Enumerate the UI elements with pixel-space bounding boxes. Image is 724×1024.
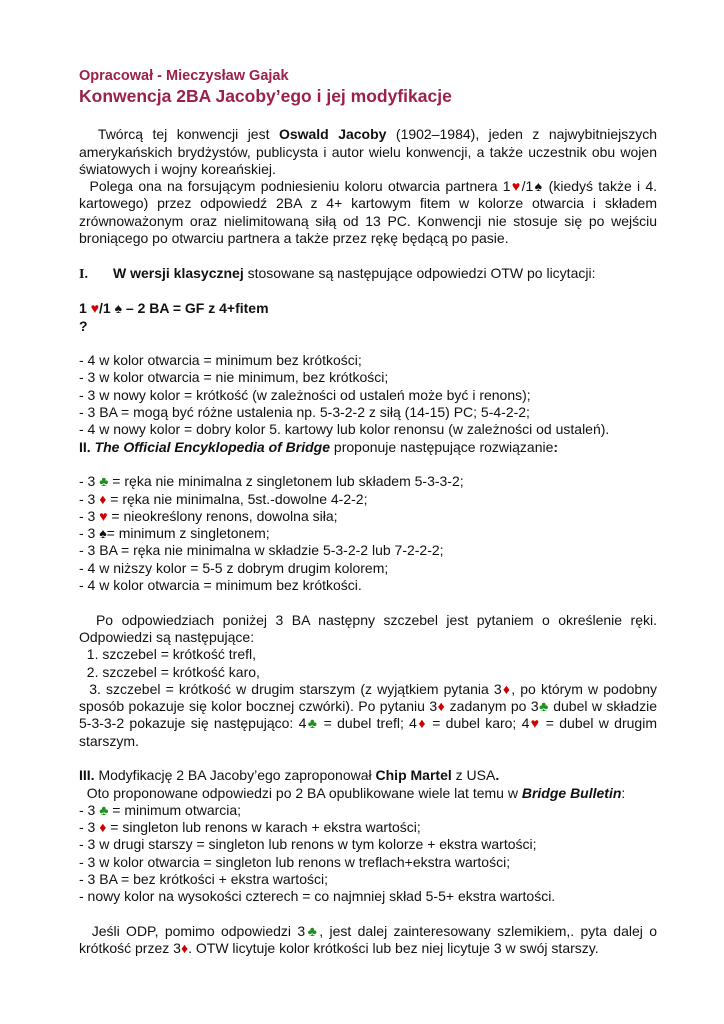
paragraph-text: . OTW licytuje kolor krótkości lub bez niej licytuje 3 w swój starszy. — [188, 940, 599, 957]
period: . — [495, 767, 500, 784]
section-3-intro — [79, 785, 657, 802]
list-item-text: , po którym w podobny sposób pokazuje się kolor bocznej czwórki). Po pytaniu 3 — [79, 680, 657, 715]
intro-text: /1 — [521, 178, 534, 195]
section-2-heading — [79, 439, 657, 456]
diamond-suit-symbol: ♦ — [437, 698, 446, 715]
list-item-text: - 3 — [79, 819, 100, 836]
list-item-text: = nieokreślony renons, dowolna siła; — [107, 507, 338, 524]
club-suit-symbol: ♣ — [305, 922, 320, 939]
list-item-text: = singleton lub renons w karach + ekstra wartości; — [106, 819, 421, 836]
list-item — [79, 508, 657, 525]
list-item — [79, 836, 657, 853]
list-item — [79, 802, 657, 819]
diamond-suit-symbol: ♦ — [501, 680, 512, 697]
diamond-suit-symbol: ♦ — [180, 940, 189, 957]
list-item-text: - 3 — [79, 490, 100, 507]
list-item-text: 3. szczebel = krótkość w drugim starszym (z wyjątkiem pytania 3 — [89, 680, 502, 697]
section-3-heading — [79, 767, 657, 784]
spacer — [79, 335, 657, 352]
spacer — [79, 594, 657, 611]
list-item — [79, 888, 657, 905]
list-item — [79, 542, 657, 559]
person-name: Chip Martel — [375, 767, 452, 784]
paragraph-text: Oto proponowane odpowiedzi po 2 BA opublikowane wiele lat temu w — [86, 784, 522, 801]
list-item — [79, 819, 657, 836]
intro-text: (1902–1984), jeden z najwybitniejszych amerykańskich brydżystów, publicysta i autor wielu konwencji, a także uczestnik obu wojen światowych i wojny koreańskiej. — [79, 126, 657, 177]
spade-suit-symbol: ♠ — [533, 178, 544, 195]
spacer — [79, 750, 657, 767]
heart-suit-symbol: ♥ — [90, 300, 99, 317]
bid-text: /1 — [99, 300, 115, 317]
answers-paragraph — [79, 612, 657, 647]
section-1-list — [79, 352, 657, 438]
list-item-text: = ręka nie minimalna, 5st.-dowolne 4-2-2; — [106, 490, 368, 507]
club-suit-symbol: ♣ — [538, 698, 549, 715]
author-line: Opracował - Mieczysław Gajak — [79, 68, 289, 84]
list-item-text: 2. szczebel = krótkość karo, — [86, 663, 260, 680]
spacer — [79, 106, 657, 126]
person-name: Oswald Jacoby — [278, 126, 387, 143]
list-item-text: = minimum z singletonem; — [106, 525, 270, 542]
section-2-list — [79, 473, 657, 594]
list-item-text: - 3 — [79, 801, 100, 818]
list-item-text: = dubel trefl; 4 — [318, 715, 417, 732]
section-numeral: I. — [79, 266, 88, 282]
list-item-text: - 3 — [79, 525, 100, 542]
spacer — [79, 247, 657, 264]
colon: : — [553, 438, 559, 455]
list-item-text: = minimum otwarcia; — [108, 801, 242, 818]
list-item — [79, 473, 657, 490]
paragraph-text: Jeśli ODP, pomimo odpowiedzi 3 — [91, 922, 306, 939]
list-item — [79, 577, 657, 594]
list-item: - 3 w kolor otwarcia = nie minimum, bez krótkości; — [79, 369, 389, 386]
list-item: - 4 w nowy kolor = dobry kolor 5. kartowy lub kolor renonsu (w zależności od ustaleń). — [79, 421, 610, 438]
section-numeral: III. — [79, 767, 95, 784]
intro-text: Twórcą tej konwencji jest — [97, 126, 279, 143]
spacer — [79, 283, 657, 300]
suit-symbol: ♣ — [99, 473, 109, 490]
suit-symbol: ♠ — [99, 525, 107, 542]
list-item-text: - 3 — [79, 473, 100, 490]
book-title: Bridge Bulletin — [521, 784, 622, 801]
list-item-text: 1. szczebel = krótkość trefl, — [86, 646, 257, 663]
list-item — [79, 664, 657, 681]
bid-text: – 2 BA = GF z 4+fitem — [122, 300, 269, 317]
list-item-text: = ręka nie minimalna z singletonem lub składem 5-3-3-2; — [108, 473, 464, 490]
list-item-text: - 3 w drugi starszy = singleton lub renons w tym kolorze + ekstra wartości; — [79, 836, 537, 853]
section-numeral: II. — [79, 438, 91, 455]
paragraph-text: Po odpowiedziach poniżej 3 BA następny szczebel jest pytaniem o określenie ręki. Odpowiedzi są następujące: — [79, 611, 658, 645]
suit-symbol: ♦ — [99, 490, 107, 507]
document-page — [79, 68, 657, 958]
intro-text: Polega ona na forsującym podniesieniu koloru otwarcia partnera 1 — [89, 178, 511, 195]
intro-paragraph-2 — [79, 178, 657, 247]
suit-symbol: ♣ — [99, 801, 109, 818]
section-heading-text: z USA — [451, 767, 496, 784]
diamond-suit-symbol: ♦ — [416, 715, 427, 732]
bidding-sequence — [79, 300, 657, 317]
section-heading-text: stosowane są następujące odpowiedzi OTW po licytacji: — [243, 264, 596, 281]
list-item-text: - 3 — [79, 507, 100, 524]
section-heading-text: Modyfikację 2 BA Jacoby’ego zaproponował — [94, 767, 376, 784]
list-item — [79, 491, 657, 508]
intro-paragraph-1 — [79, 126, 657, 178]
heart-suit-symbol: ♥ — [529, 715, 541, 732]
paragraph-text: : — [621, 784, 626, 801]
list-item-text: dubel w składzie 5-3-3-2 pokazuje się następująco: 4 — [79, 698, 657, 732]
heart-suit-symbol: ♥ — [510, 178, 522, 195]
book-title: The Official Encyklopedia of Bridge — [94, 438, 331, 455]
list-item-text: - 4 w kolor otwarcia = minimum bez krótkości. — [79, 577, 362, 594]
paragraph-text: , jest dalej zainteresowany szlemikiem,. pyta dalej o krótkość przez 3 — [79, 922, 658, 957]
club-suit-symbol: ♣ — [306, 715, 319, 732]
list-item — [79, 525, 657, 542]
section-heading-text: proponuje następujące rozwiązanie — [330, 438, 554, 455]
closing-paragraph — [79, 923, 657, 958]
list-item-text: = dubel karo; 4 — [426, 715, 530, 732]
list-item-text: zadanym po 3 — [445, 698, 539, 715]
spacer — [79, 906, 657, 923]
section-1-heading — [79, 265, 657, 283]
intro-text: (kiedyś także i 4. kartowego) przez odpowiedź 2BA z 4+ kartowym fitem w kolorze otwarcia i składem zrównoważonym oraz nielimitowaną siłą od 13 PC. Konwencji nie stosuje się po wejściu broniącego po otwarciu partnera a także przez rękę będącą po pasie. — [79, 178, 658, 247]
bid-text: 1 — [79, 300, 91, 317]
list-item-text: - 3 BA = ręka nie minimalna w składzie 5-3-2-2 lub 7-2-2-2; — [79, 542, 444, 559]
list-item-text: - 3 w kolor otwarcia = singleton lub renons w treflach+ekstra wartości; — [79, 853, 511, 870]
list-item — [79, 871, 657, 888]
section-3-list — [79, 802, 657, 906]
list-item — [79, 681, 657, 750]
section-heading-bold: W wersji klasycznej — [113, 264, 244, 281]
list-item — [79, 560, 657, 577]
list-item: - 4 w kolor otwarcia = minimum bez krótkości; — [79, 352, 362, 369]
suit-symbol: ♥ — [99, 507, 108, 524]
list-item — [79, 854, 657, 871]
list-item-text: - 4 w niższy kolor = 5-5 z dobrym drugim kolorem; — [79, 559, 389, 576]
list-item-text: - 3 BA = bez krótkości + ekstra wartości; — [79, 871, 328, 888]
spacer — [79, 456, 657, 473]
document-title: Konwencja 2BA Jacoby’ego i jej modyfikacje — [79, 86, 452, 107]
list-item — [79, 646, 657, 663]
suit-symbol: ♦ — [99, 819, 107, 836]
question-mark: ? — [79, 317, 88, 334]
list-item-text: - nowy kolor na wysokości czterech = co najmniej skład 5-5+ ekstra wartości. — [79, 888, 556, 905]
spade-suit-symbol: ♠ — [114, 300, 123, 317]
list-item-text: = dubel w drugim starszym. — [79, 715, 657, 749]
list-item: - 3 BA = mogą być różne ustalenia np. 5-3-2-2 z siłą (14-15) PC; 5-4-2-2; — [79, 404, 530, 421]
list-item: - 3 w nowy kolor = krótkość (w zależności od ustaleń może być i renons); — [79, 386, 531, 403]
